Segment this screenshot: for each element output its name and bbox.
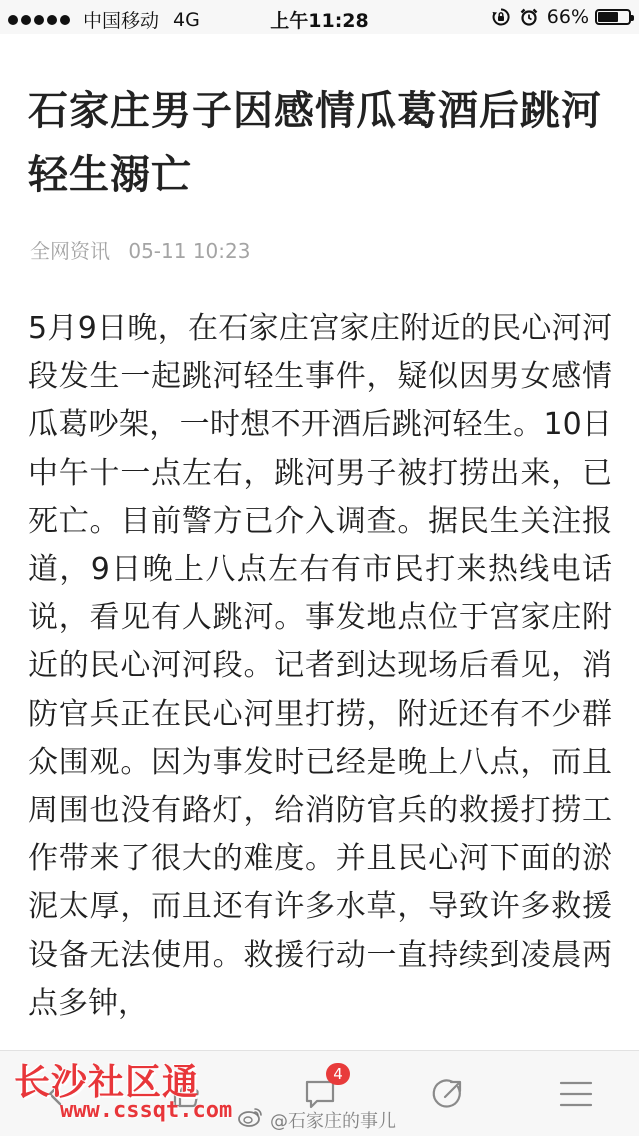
article-title: 石家庄男子因感情瓜葛酒后跳河轻生溺亡 xyxy=(28,88,602,198)
logo-watermark-text: 长沙社区通 xyxy=(14,1061,200,1103)
community-logo-watermark xyxy=(10,1052,233,1132)
menu-icon xyxy=(559,1079,593,1109)
weibo-watermark-text: @石家庄的事儿 xyxy=(270,1110,396,1132)
status-right xyxy=(491,6,631,28)
status-bar xyxy=(0,0,639,34)
article-body: 5月9日晚，在石家庄宫家庄附近的民心河河段发生一起跳河轻生事件，疑似因男女感情瓜葛吵架，一时想不开酒后跳河轻生。10日中午十一点左右，跳河男子被打捞出来，已死亡。目前警方已介入调查。据民生关注报道，9日晚上八点左右有市民打来热线电话说，看见有人跳河。事发地点位于宫家庄附近的民心河河段。记者到达现场后看见，消防官兵正在民心河里打捞，附近还有不少群众围观。因为事发时已经是晚上八点，而且周围也没有路灯，给消防官兵的救援打捞工作带来了很大的难度。并且民心河下面的淤泥太厚，而且还有许多水草，导致许多救援设备无法使用。救援行动一直持续到凌晨两点多钟， xyxy=(28,311,612,1021)
battery-percent: 66% xyxy=(546,6,589,28)
weibo-icon xyxy=(238,1106,270,1133)
article-source[interactable]: 全网资讯 xyxy=(30,239,110,263)
network-type: 4G xyxy=(173,8,200,31)
comment-count-badge: 4 xyxy=(326,1063,350,1085)
status-time: 上午11:28 xyxy=(270,10,369,32)
share-icon xyxy=(430,1076,466,1112)
battery-icon xyxy=(595,9,631,25)
rotation-lock-icon xyxy=(491,7,511,27)
share-button[interactable] xyxy=(398,1051,498,1136)
battery-level-fill xyxy=(598,12,618,22)
article-datetime: 05-11 10:23 xyxy=(128,239,251,263)
logo-watermark-url: www.cssqt.com xyxy=(60,1098,233,1123)
article-meta xyxy=(30,235,250,264)
weibo-watermark xyxy=(238,1106,396,1133)
menu-button[interactable] xyxy=(526,1051,626,1136)
carrier-name: 中国移动 xyxy=(83,10,160,32)
alarm-icon xyxy=(519,7,539,27)
